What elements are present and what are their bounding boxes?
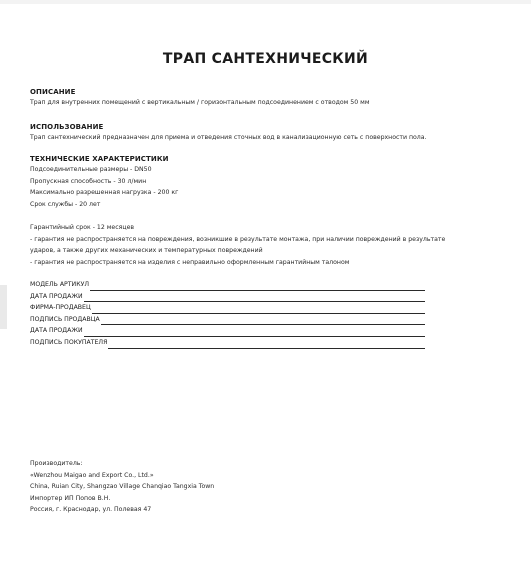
form-label: ДАТА ПРОДАЖИ — [30, 292, 83, 300]
form-row-sale-date[interactable] — [30, 291, 425, 303]
form-label: ПОДПИСЬ ПРОДАВЦА — [30, 315, 100, 323]
spec-line: Пропускная способность - 30 л/мин — [30, 177, 147, 185]
producer-line: Импортер ИП Попов В.Н. — [30, 494, 111, 502]
form-label: ДАТА ПРОДАЖИ — [30, 327, 83, 335]
warranty-line: - гарантия не распространяется на изделия с неправильно оформленным гарантийным талоном — [30, 258, 350, 266]
spec-line: Максимально разрешенная нагрузка - 200 кг — [30, 189, 179, 197]
warranty-line: ударов, а также других механических и температурных повреждений — [30, 247, 263, 255]
spec-line: Срок службы - 20 лет — [30, 200, 101, 208]
spec-line: Подсоединительные размеры - DN50 — [30, 166, 152, 173]
document-title: ТРАП САНТЕХНИЧЕСКИЙ — [162, 51, 369, 67]
left-edge-mark — [0, 285, 7, 329]
form-row-model[interactable] — [30, 279, 425, 291]
specs-heading: ТЕХНИЧЕСКИЕ ХАРАКТЕРИСТИКИ — [30, 155, 169, 163]
producer-line: Россия, г. Краснодар, ул. Полевая 47 — [30, 506, 152, 514]
description-section — [30, 87, 510, 109]
top-edge-strip — [0, 0, 531, 4]
warranty-line: Гарантийный срок - 12 месяцев — [30, 224, 135, 231]
form-fill-line[interactable] — [84, 328, 425, 337]
warranty-line: - гарантия не распространяется на повреждения, возникшие в результате монтажа, при наличии повреждений в результате — [30, 235, 446, 243]
form-row-seller-signature[interactable] — [30, 314, 425, 326]
usage-section — [30, 122, 510, 144]
warranty-form — [30, 279, 425, 349]
specs-section — [30, 154, 510, 210]
form-fill-line[interactable] — [92, 305, 425, 314]
form-fill-line[interactable] — [108, 340, 425, 349]
form-fill-line[interactable] — [101, 316, 425, 325]
form-row-sale-date-2[interactable] — [30, 325, 425, 337]
producer-section — [30, 458, 330, 516]
description-text: Трап для внутренних помещений с вертикальным / горизонтальным подсоединением с отводом 50 мм — [30, 99, 370, 106]
form-label: ФИРМА-ПРОДАВЕЦ — [30, 304, 91, 312]
form-label: ПОДПИСЬ ПОКУПАТЕЛЯ — [30, 338, 108, 346]
producer-line: China, Ruian City, Shangzao Village Chanqiao Tangxia Town — [30, 483, 215, 491]
producer-line: Производитель: — [30, 460, 83, 467]
usage-heading: ИСПОЛЬЗОВАНИЕ — [30, 123, 104, 131]
producer-line: «Wenzhou Maigao and Export Co., Ltd.» — [30, 471, 154, 479]
warranty-section — [30, 222, 510, 268]
description-heading: ОПИСАНИЕ — [30, 88, 76, 96]
form-fill-line[interactable] — [84, 293, 425, 302]
form-row-buyer-signature[interactable] — [30, 337, 425, 349]
usage-text: Трап сантехнический предназначен для приема и отведения сточных вод в канализационную сеть с поверхности пола. — [30, 134, 427, 141]
form-label: МОДЕЛЬ АРТИКУЛ — [30, 281, 90, 288]
form-fill-line[interactable] — [90, 282, 425, 291]
form-row-seller-firm[interactable] — [30, 302, 425, 314]
